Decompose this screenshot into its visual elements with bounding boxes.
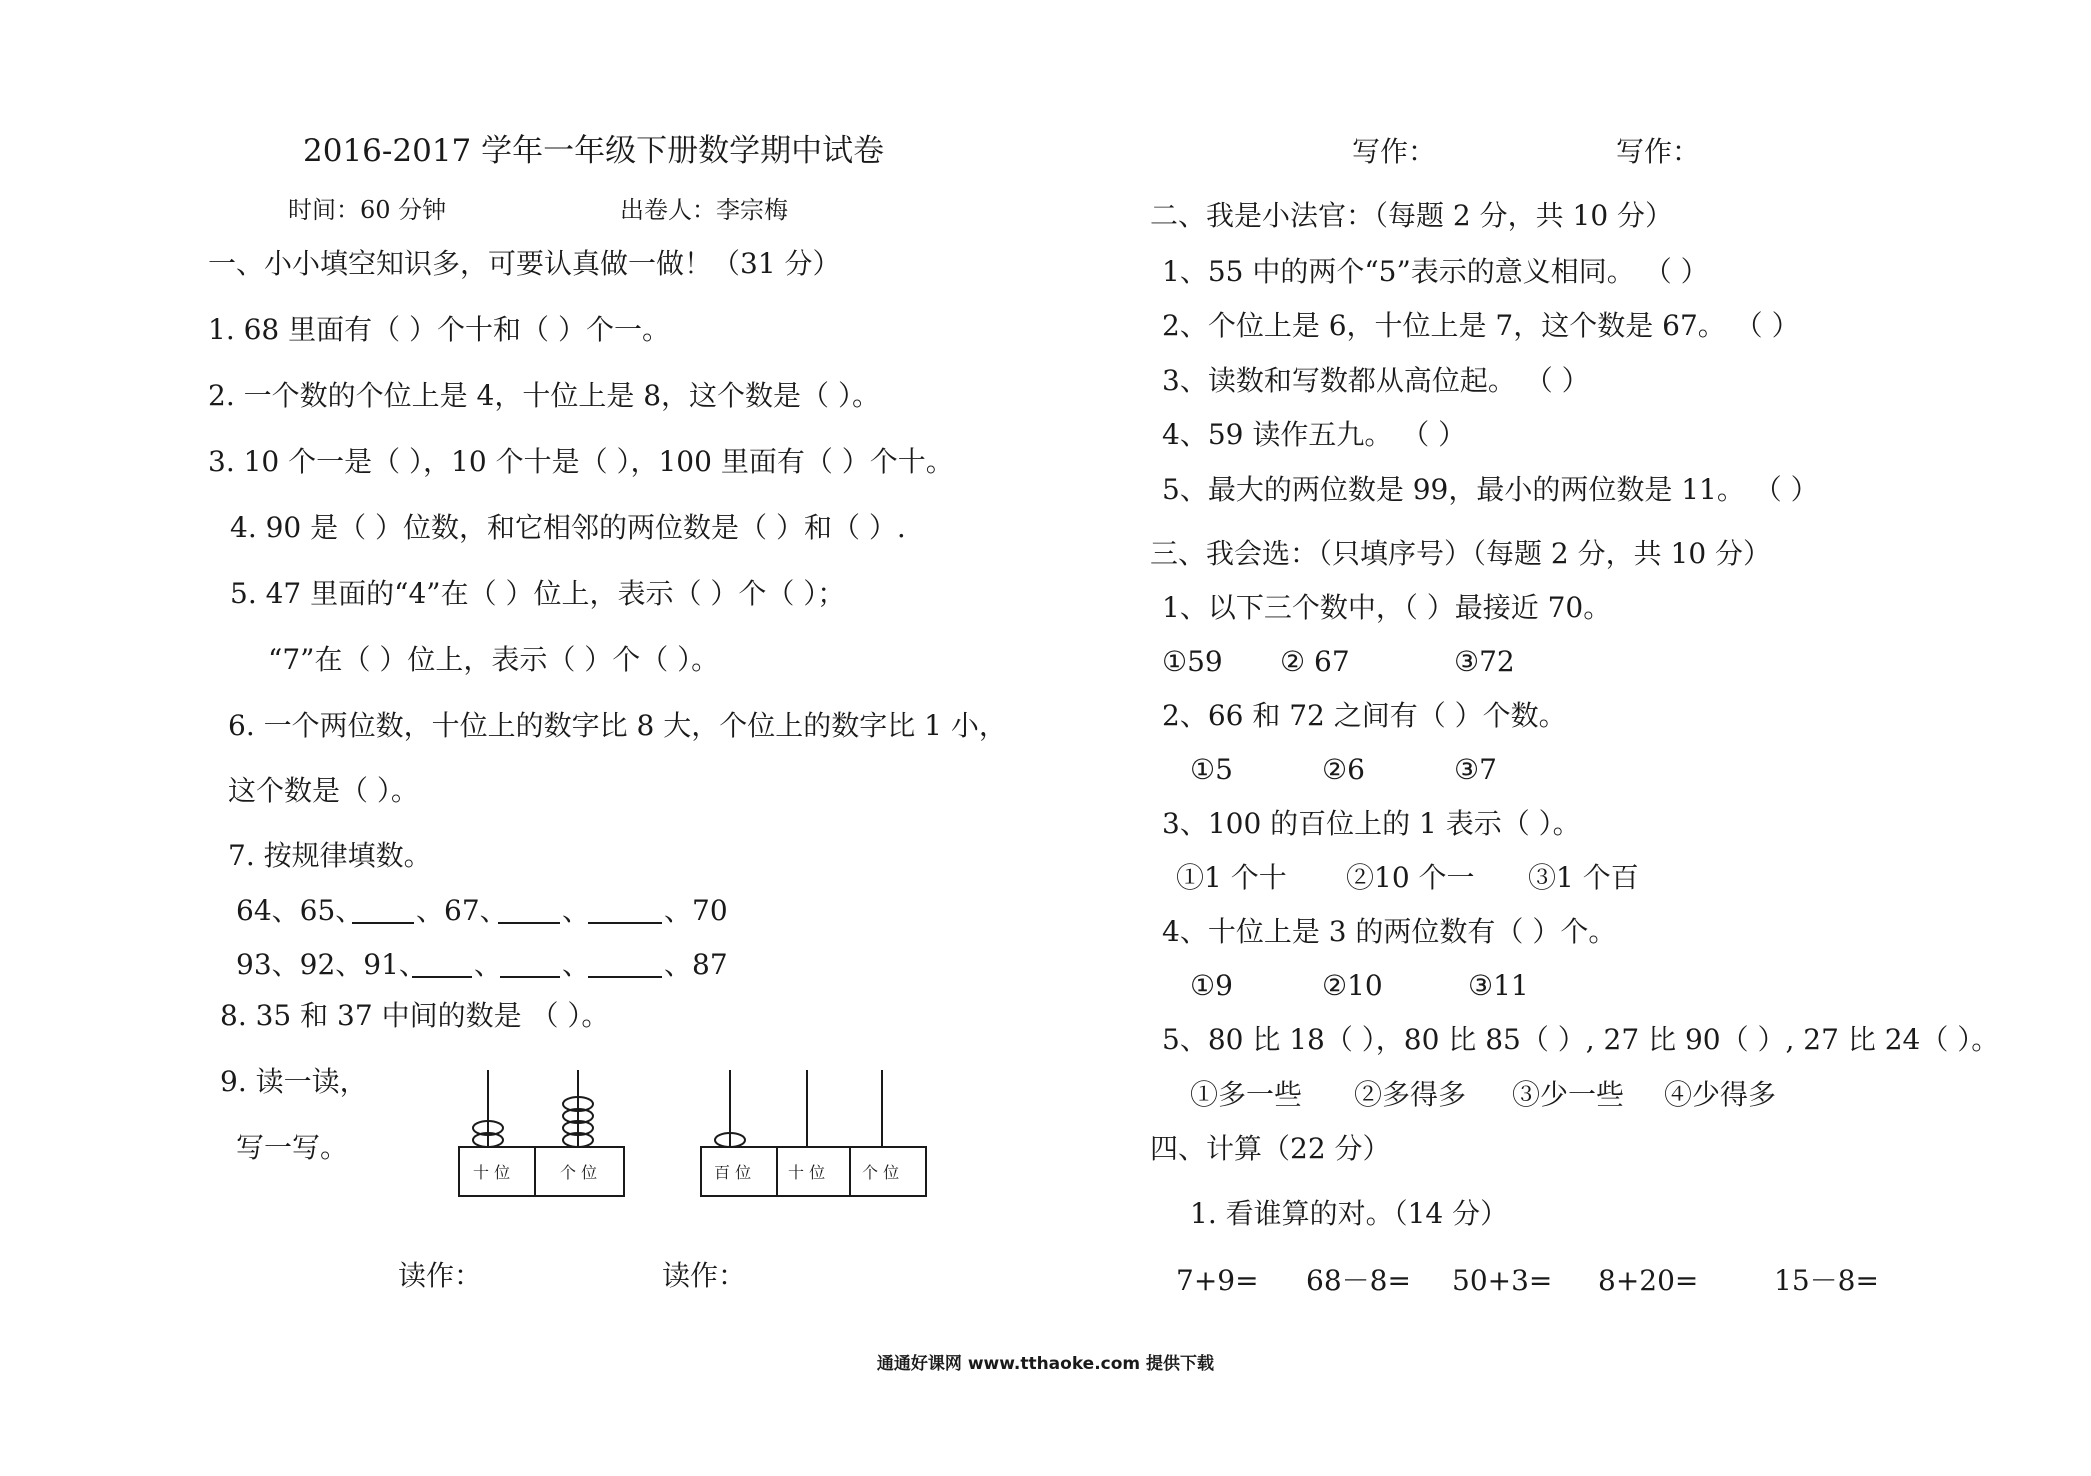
- sequence-2-blank-3[interactable]: [588, 976, 662, 978]
- choice-2-option-2: ②6: [1322, 753, 1365, 786]
- section1-heading: 一、小小填空知识多，可要认真做一做！（31 分）: [208, 247, 841, 280]
- choice-3-option-3: ③1 个百: [1528, 861, 1639, 894]
- sequence-1-blank-3[interactable]: [588, 922, 662, 924]
- exam-time: 时间：60 分钟: [288, 196, 447, 224]
- choice-5-option-4: ④少得多: [1664, 1078, 1777, 1111]
- choice-1-option-2: ② 67: [1280, 645, 1350, 678]
- abacus-1-label-ones: 个 位: [560, 1163, 598, 1182]
- judge-item-2: 2、个位上是 6，十位上是 7，这个数是 67。 （ ）: [1162, 309, 1800, 342]
- abacus-diagram-2: [700, 1068, 940, 1198]
- section3-heading: 三、我会选：（只填序号）（每题 2 分，共 10 分）: [1150, 537, 1772, 570]
- choice-question-1: 1、以下三个数中，（ ）最接近 70。: [1162, 591, 1612, 624]
- question-1-8: 8. 35 和 37 中间的数是 （ ）。: [220, 999, 610, 1032]
- sequence-1-part-c: 、: [562, 894, 591, 927]
- question-1-1: 1. 68 里面有（ ）个十和（ ）个一。: [208, 313, 670, 346]
- exam-author: 出卷人：李宗梅: [620, 196, 788, 224]
- read-as-label-1: 读作：: [398, 1259, 483, 1292]
- page-footer: 通通好课网 www.tthaoke.com 提供下载: [876, 1354, 1215, 1374]
- sequence-1-blank-2[interactable]: [498, 922, 560, 924]
- choice-4-option-3: ③11: [1468, 969, 1529, 1002]
- question-1-4: 4. 90 是（ ）位数，和它相邻的两位数是（ ）和（ ）.: [230, 511, 906, 544]
- question-1-5a: 5. 47 里面的“4”在（ ）位上，表示（ ）个（ ）；: [230, 577, 846, 610]
- exam-title: 2016-2017 学年一年级下册数学期中试卷: [303, 133, 885, 169]
- choice-5-option-3: ③少一些: [1512, 1078, 1625, 1111]
- choice-2-option-1: ①5: [1190, 753, 1233, 786]
- calc-subheading: 1. 看谁算的对。（14 分）: [1190, 1197, 1509, 1230]
- choice-question-5: 5、80 比 18（ ），80 比 85（ ）, 27 比 90（ ）, 27 比 24（ ）。: [1162, 1023, 2000, 1056]
- sequence-1-blank-1[interactable]: [352, 922, 414, 924]
- sequence-1-part-d: 、70: [664, 894, 728, 927]
- abacus-2-label-tens: 十 位: [788, 1163, 826, 1182]
- question-1-6b: 这个数是（ ）。: [228, 774, 419, 807]
- sequence-1-part-b: 、67、: [416, 894, 508, 927]
- calc-item-5: 15－8=: [1774, 1264, 1879, 1297]
- choice-2-option-3: ③7: [1454, 753, 1497, 786]
- choice-question-3: 3、100 的百位上的 1 表示（ ）。: [1162, 807, 1581, 840]
- question-1-3: 3. 10 个一是（ ），10 个十是（ ），100 里面有（ ）个十。: [208, 445, 954, 478]
- choice-1-option-3: ③72: [1454, 645, 1515, 678]
- question-1-7: 7. 按规律填数。: [228, 839, 432, 872]
- section4-heading: 四、计算（22 分）: [1150, 1132, 1391, 1165]
- sequence-2-blank-2[interactable]: [500, 976, 560, 978]
- sequence-1-part-a: 64、65、: [236, 894, 364, 927]
- sequence-2-part-a: 93、92、91、: [236, 948, 427, 981]
- calc-item-2: 68－8=: [1306, 1264, 1411, 1297]
- choice-4-option-1: ①9: [1190, 969, 1233, 1002]
- choice-5-option-1: ①多一些: [1190, 1078, 1303, 1111]
- sequence-2-blank-1[interactable]: [412, 976, 472, 978]
- abacus-1-label-tens: 十 位: [473, 1163, 511, 1182]
- read-as-label-2: 读作：: [662, 1259, 747, 1292]
- abacus-2-label-hundreds: 百 位: [714, 1163, 752, 1182]
- sequence-2-part-b: 、: [474, 948, 503, 981]
- calc-item-1: 7+9=: [1176, 1264, 1259, 1297]
- choice-question-4: 4、十位上是 3 的两位数有（ ）个。: [1162, 915, 1617, 948]
- sequence-2-part-c: 、: [562, 948, 591, 981]
- choice-5-option-2: ②多得多: [1354, 1078, 1467, 1111]
- judge-item-3: 3、读数和写数都从高位起。 （ ）: [1162, 364, 1590, 397]
- calc-item-4: 8+20=: [1598, 1264, 1699, 1297]
- question-1-5b: “7”在（ ）位上，表示（ ）个（ ）。: [268, 643, 720, 676]
- question-1-9a: 9. 读一读，: [220, 1065, 368, 1098]
- choice-1-option-1: ①59: [1162, 645, 1223, 678]
- choice-3-option-1: ①1 个十: [1176, 861, 1287, 894]
- judge-item-5: 5、最大的两位数是 99，最小的两位数是 11。 （ ）: [1162, 473, 1819, 506]
- judge-item-4: 4、59 读作五九。 （ ）: [1162, 418, 1467, 451]
- write-as-label-1: 写作：: [1352, 135, 1437, 168]
- choice-4-option-2: ②10: [1322, 969, 1383, 1002]
- abacus-2-label-ones: 个 位: [862, 1163, 900, 1182]
- write-as-label-2: 写作：: [1616, 135, 1701, 168]
- judge-item-1: 1、55 中的两个“5”表示的意义相同。 （ ）: [1162, 255, 1709, 288]
- question-1-6a: 6. 一个两位数，十位上的数字比 8 大，个位上的数字比 1 小，: [228, 709, 1007, 742]
- section2-heading: 二、我是小法官：（每题 2 分，共 10 分）: [1150, 199, 1674, 232]
- choice-question-2: 2、66 和 72 之间有（ ）个数。: [1162, 699, 1567, 732]
- question-1-9b: 写一写。: [236, 1131, 349, 1164]
- sequence-2-part-d: 、87: [664, 948, 728, 981]
- calc-item-3: 50+3=: [1452, 1264, 1553, 1297]
- question-1-2: 2. 一个数的个位上是 4，十位上是 8，这个数是（ ）。: [208, 379, 880, 412]
- choice-3-option-2: ②10 个一: [1346, 861, 1475, 894]
- abacus-diagram-1: [458, 1068, 628, 1198]
